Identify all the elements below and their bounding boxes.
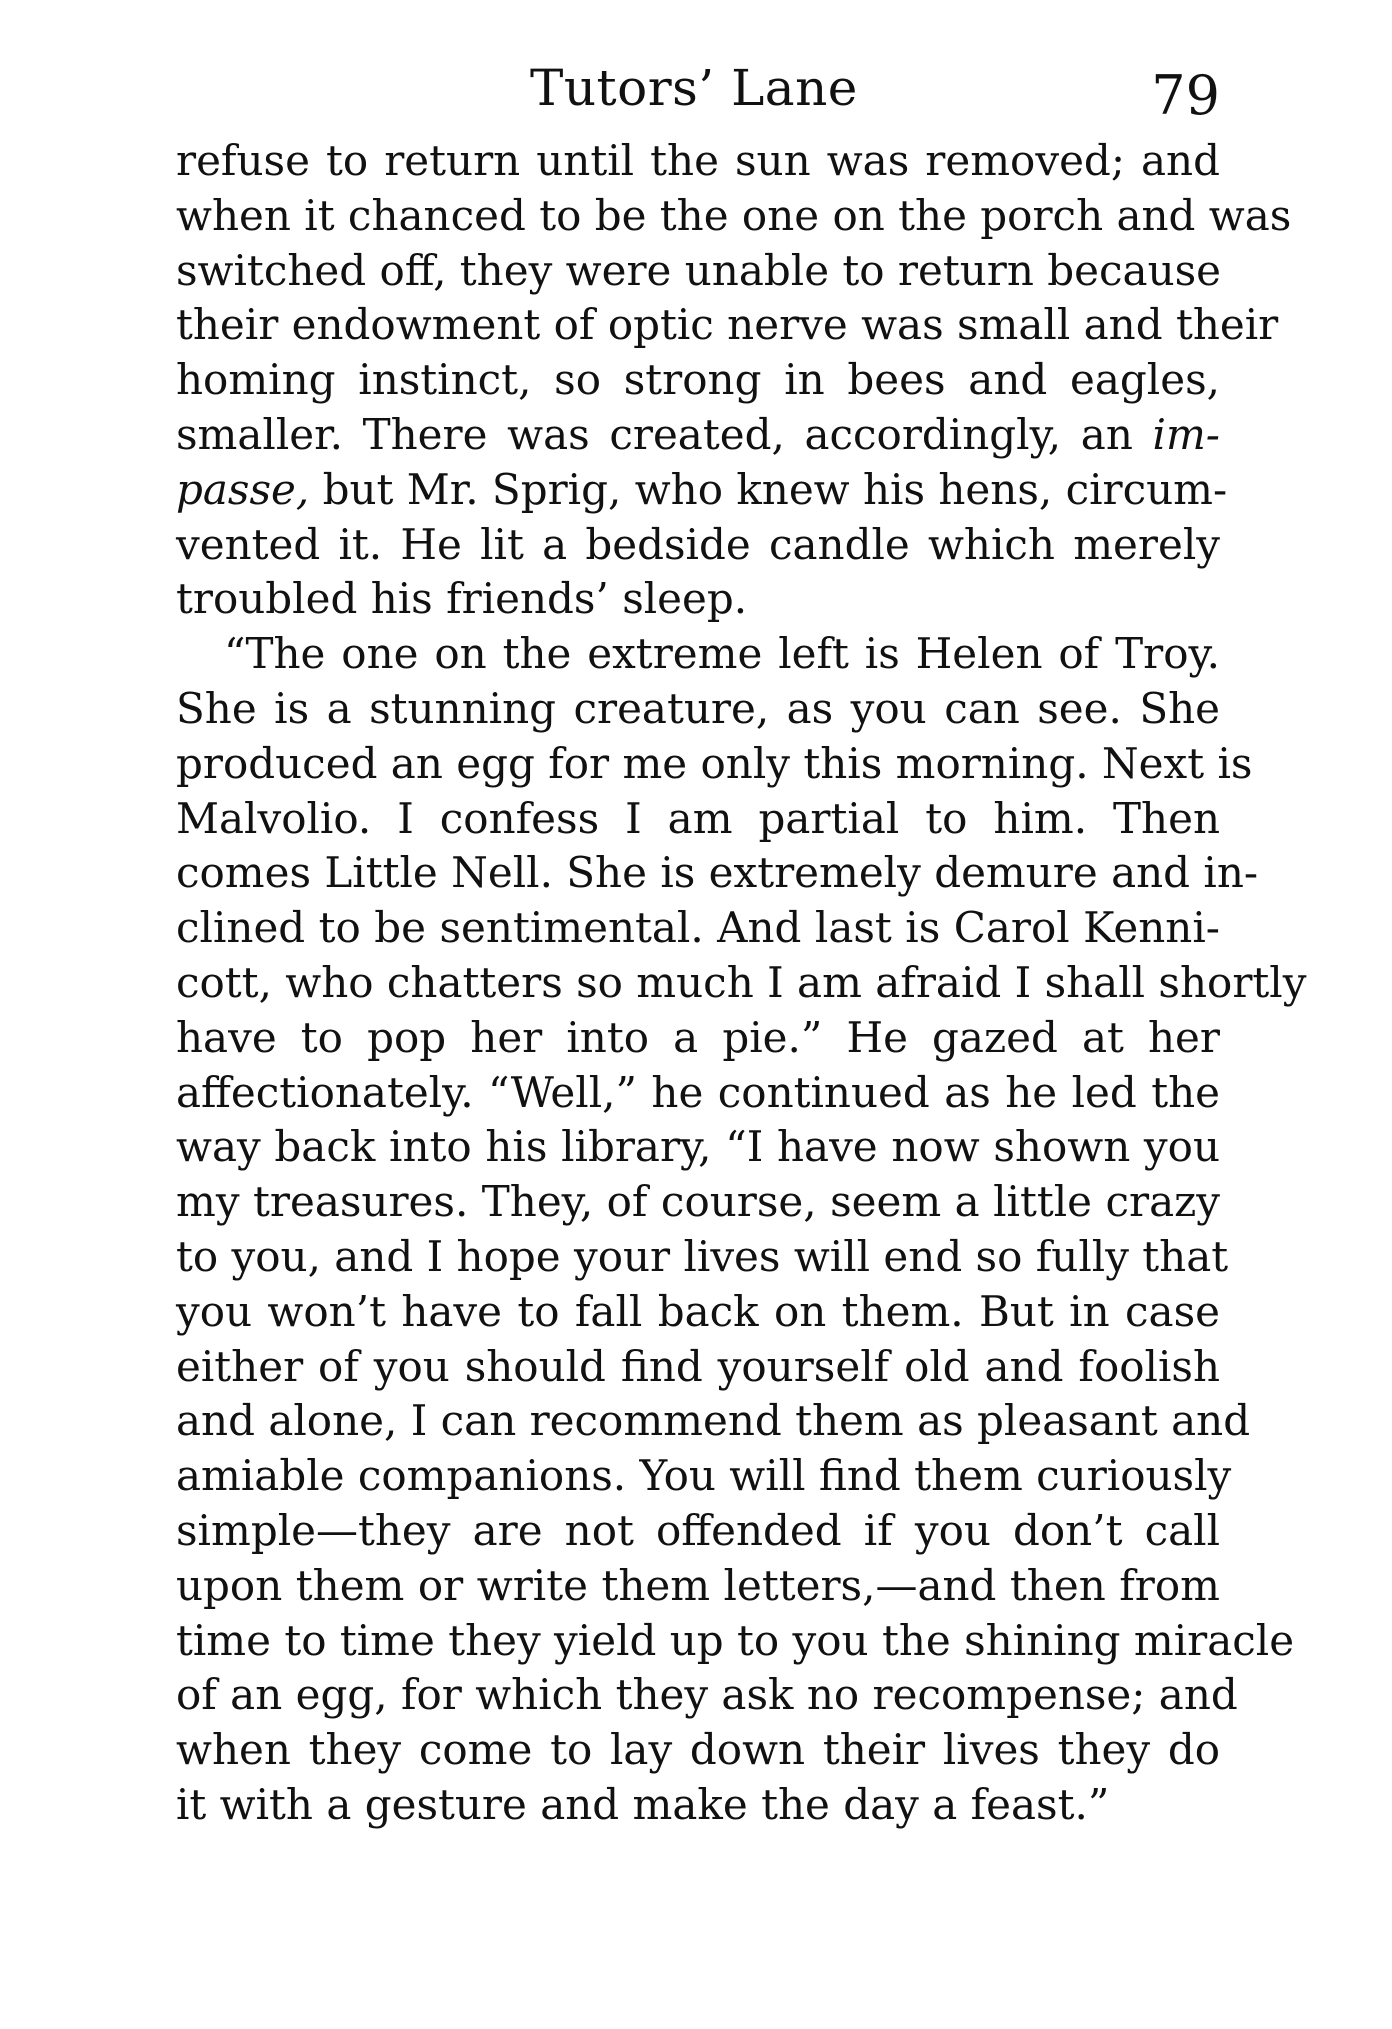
italic-text: im- xyxy=(1152,409,1220,459)
page-number: 79 xyxy=(1151,64,1220,127)
text-line: and alone, I can recommend them as pleasant and xyxy=(176,1396,1251,1446)
text-line: either of you should find yourself old and foolish xyxy=(176,1341,1220,1391)
text-line: way back into his library, “I have now shown you xyxy=(176,1122,1220,1172)
text-span: smaller. There was created, accordingly, an xyxy=(176,409,1153,459)
text-line: to you, and I hope your lives will end so fully that xyxy=(176,1231,1229,1281)
text-line: cott, who chatters so much I am afraid I shall shortly xyxy=(176,957,1307,1007)
text-line: “The one on the extreme left is Helen of Troy. xyxy=(224,629,1220,679)
text-line: affectionately. “Well,” he continued as he led the xyxy=(176,1067,1220,1117)
text-line: my treasures. They, of course, seem a little crazy xyxy=(176,1177,1220,1227)
text-line: it with a gesture and make the day a feast.” xyxy=(176,1779,1110,1829)
text-line: time to time they yield up to you the shining miracle xyxy=(176,1615,1295,1665)
text-line: comes Little Nell. She is extremely demure and in- xyxy=(176,848,1259,898)
text-line: when they come to lay down their lives they do xyxy=(176,1725,1220,1775)
text-line: amiable companions. You will find them curiously xyxy=(176,1451,1232,1501)
text-line xyxy=(176,463,1228,518)
text-line: She is a stunning creature, as you can see. She xyxy=(176,683,1220,733)
text-line: clined to be sentimental. And last is Carol Kenni- xyxy=(176,903,1220,953)
text-line: vented it. He lit a bedside candle which merely xyxy=(176,519,1220,569)
text-line: produced an egg for me only this morning. Next is xyxy=(176,738,1253,788)
text-line: refuse to return until the sun was removed; and xyxy=(176,136,1220,185)
text-line: their endowment of optic nerve was small and their xyxy=(176,300,1279,350)
text-line: troubled his friends’ sleep. xyxy=(176,574,748,624)
text-line: you won’t have to fall back on them. But in case xyxy=(176,1286,1220,1336)
text-line: when it chanced to be the one on the porch and was xyxy=(176,190,1292,240)
running-title: Tutors’ Lane xyxy=(530,59,858,117)
text-line: Malvolio. I confess I am partial to him. Then xyxy=(176,793,1220,843)
text-span: but Mr. Sprig, who knew his hens, circum- xyxy=(309,464,1228,514)
text-line: have to pop her into a pie.” He gazed at her xyxy=(176,1012,1220,1062)
body-text xyxy=(176,134,1307,1833)
text-line: homing instinct, so strong in bees and eagles, xyxy=(176,355,1220,405)
italic-text: passe, xyxy=(176,464,310,514)
text-line: upon them or write them letters,—and then from xyxy=(176,1560,1220,1610)
text-line: switched off, they were unable to return because xyxy=(176,245,1222,295)
text-line: simple—they are not offended if you don’t call xyxy=(176,1505,1220,1555)
text-line xyxy=(176,408,1220,463)
text-line: of an egg, for which they ask no recompense; and xyxy=(176,1670,1238,1720)
